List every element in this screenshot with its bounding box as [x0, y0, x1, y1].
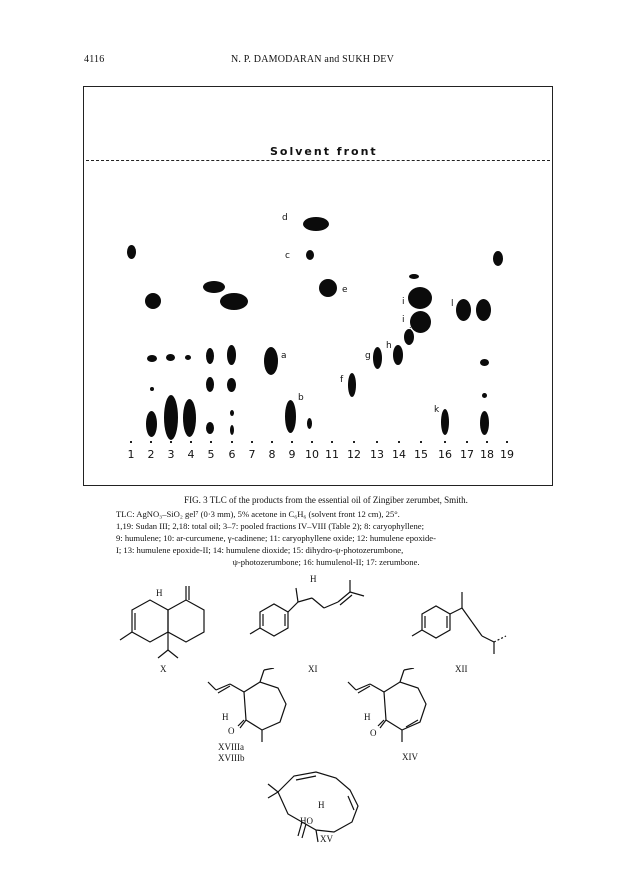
caption-line: 1,19: Sudan III; 2,18: total oil; 3–7: pooled fractions IV–VIII (Table 2); 8: caryophyllene;: [116, 521, 424, 531]
lane-label: 12: [347, 448, 361, 461]
spot-label-i: i: [402, 297, 405, 307]
tlc-spot: [493, 251, 503, 266]
tlc-spot: [206, 348, 214, 364]
tlc-spot: [166, 354, 175, 361]
tlc-spot: [285, 400, 296, 433]
tlc-spot: [319, 279, 337, 297]
figure-caption: [116, 508, 536, 568]
spot-label-e: e: [342, 285, 348, 295]
caption-line: ψ-photozerumbone; 16: humulenol-II; 17: zerumbone.: [232, 557, 420, 567]
tlc-spot: [220, 293, 248, 310]
tlc-spot: [393, 345, 403, 365]
origin-dot: [130, 441, 132, 443]
tlc-spot: [203, 281, 225, 293]
structure-xiv: [340, 668, 450, 748]
origin-dot: [506, 441, 508, 443]
origin-dot: [444, 441, 446, 443]
origin-dot: [311, 441, 313, 443]
lane-label: 5: [207, 448, 215, 461]
origin-dot: [331, 441, 333, 443]
hydrogen-label: H: [310, 574, 317, 584]
tlc-spot: [264, 347, 278, 375]
tlc-spot: [185, 355, 191, 360]
caption-line: I; 13: humulene epoxide-II; 14: humulene dioxide; 15: dihydro-ψ-photozerumbone,: [116, 545, 404, 555]
lane-label: 17: [460, 448, 474, 461]
tlc-plate: [83, 86, 553, 486]
tlc-spot: [480, 411, 489, 435]
origin-dot: [271, 441, 273, 443]
spot-label-c: c: [285, 251, 290, 261]
origin-dot: [466, 441, 468, 443]
oxygen-label: O: [228, 726, 235, 736]
lane-label: 14: [392, 448, 406, 461]
tlc-spot: [476, 299, 491, 321]
tlc-spot: [183, 399, 196, 437]
spot-label-a: a: [281, 351, 287, 361]
spot-label-b: b: [298, 393, 304, 403]
lane-label: 4: [187, 448, 195, 461]
tlc-spot: [306, 250, 314, 260]
origin-dot: [210, 441, 212, 443]
hydroxyl-label: HO: [300, 816, 313, 826]
compound-label-xv: XV: [320, 834, 333, 844]
tlc-spot: [410, 311, 431, 333]
lane-label: 11: [325, 448, 339, 461]
tlc-spot: [307, 418, 312, 429]
origin-dot: [291, 441, 293, 443]
tlc-spot: [206, 422, 214, 434]
spot-label-h: h: [386, 341, 392, 351]
origin-dot: [251, 441, 253, 443]
origin-dot: [486, 441, 488, 443]
lane-label: 10: [305, 448, 319, 461]
spot-label-d: d: [282, 213, 288, 223]
page-number: 4116: [84, 54, 105, 65]
structure-xviii: [200, 668, 310, 748]
lane-label: 9: [288, 448, 296, 461]
spot-label-f: f: [340, 375, 344, 385]
lane-label: 7: [248, 448, 256, 461]
tlc-spot: [373, 347, 382, 369]
origin-dot: [170, 441, 172, 443]
lane-label: 3: [167, 448, 175, 461]
origin-dot: [420, 441, 422, 443]
solvent-front-label: Solvent front: [270, 145, 378, 158]
origin-dot: [353, 441, 355, 443]
tlc-spot: [348, 373, 356, 397]
spot-label-l: l: [451, 299, 454, 309]
lane-label: 6: [228, 448, 236, 461]
hydrogen-label: H: [318, 800, 325, 810]
compound-label-xiv: XIV: [402, 752, 418, 762]
hydrogen-label: H: [364, 712, 371, 722]
tlc-spot: [164, 395, 178, 440]
structure-xii: [408, 580, 518, 670]
lane-label: 15: [414, 448, 428, 461]
spot-label-j: j: [409, 327, 412, 337]
compound-label-x: X: [160, 664, 167, 674]
origin-dot: [150, 441, 152, 443]
solvent-front-line: [86, 160, 550, 161]
tlc-spot: [227, 378, 236, 392]
hydrogen-label: H: [222, 712, 229, 722]
tlc-spot: [408, 287, 432, 309]
tlc-spot: [206, 377, 214, 392]
tlc-spot: [230, 425, 234, 435]
compound-label-xii: XII: [455, 664, 468, 674]
compound-label-xviiib: XVIIIb: [218, 753, 245, 763]
spot-label-g: g: [365, 351, 371, 361]
structure-xi: [240, 572, 380, 662]
origin-dot: [376, 441, 378, 443]
tlc-spot: [227, 345, 236, 365]
oxygen-label: O: [370, 728, 377, 738]
compound-label-xi: XI: [308, 664, 318, 674]
tlc-spot: [409, 274, 419, 279]
tlc-spot: [480, 359, 489, 366]
caption-line: 9: humulene; 10: ar-curcumene, γ-cadinene; 11: caryophyllene oxide; 12: humulene epoxide-: [116, 533, 436, 543]
origin-dot: [190, 441, 192, 443]
lane-label: 2: [147, 448, 155, 461]
tlc-spot: [303, 217, 329, 231]
tlc-spot: [482, 393, 487, 398]
lane-label: 18: [480, 448, 494, 461]
figure-title: FIG. 3 TLC of the products from the essential oil of Zingiber zerumbet, Smith.: [184, 495, 468, 505]
tlc-spot: [147, 355, 157, 362]
tlc-spot: [230, 410, 234, 416]
spot-label-i: i: [402, 315, 405, 325]
lane-label: 13: [370, 448, 384, 461]
compound-label-xviiia: XVIIIa: [218, 742, 244, 752]
lane-label: 1: [127, 448, 135, 461]
origin-dot: [231, 441, 233, 443]
tlc-spot: [127, 245, 136, 259]
tlc-spot: [456, 299, 471, 321]
tlc-spot: [145, 293, 161, 309]
tlc-spot: [441, 409, 449, 435]
lane-label: 8: [268, 448, 276, 461]
spot-label-k: k: [434, 405, 440, 415]
running-header-authors: N. P. DAMODARAN and SUKH DEV: [230, 54, 395, 65]
structure-x: [110, 580, 220, 670]
caption-line: TLC: AgNO₃–SiO₂ gel⁷ (0·3 mm), 5% acetone in C₆H₆ (solvent front 12 cm), 25°.: [116, 509, 400, 519]
lane-label: 16: [438, 448, 452, 461]
tlc-spot: [150, 387, 154, 391]
hydrogen-label: H: [156, 588, 163, 598]
origin-dot: [398, 441, 400, 443]
tlc-spot: [146, 411, 157, 437]
lane-label: 19: [500, 448, 514, 461]
